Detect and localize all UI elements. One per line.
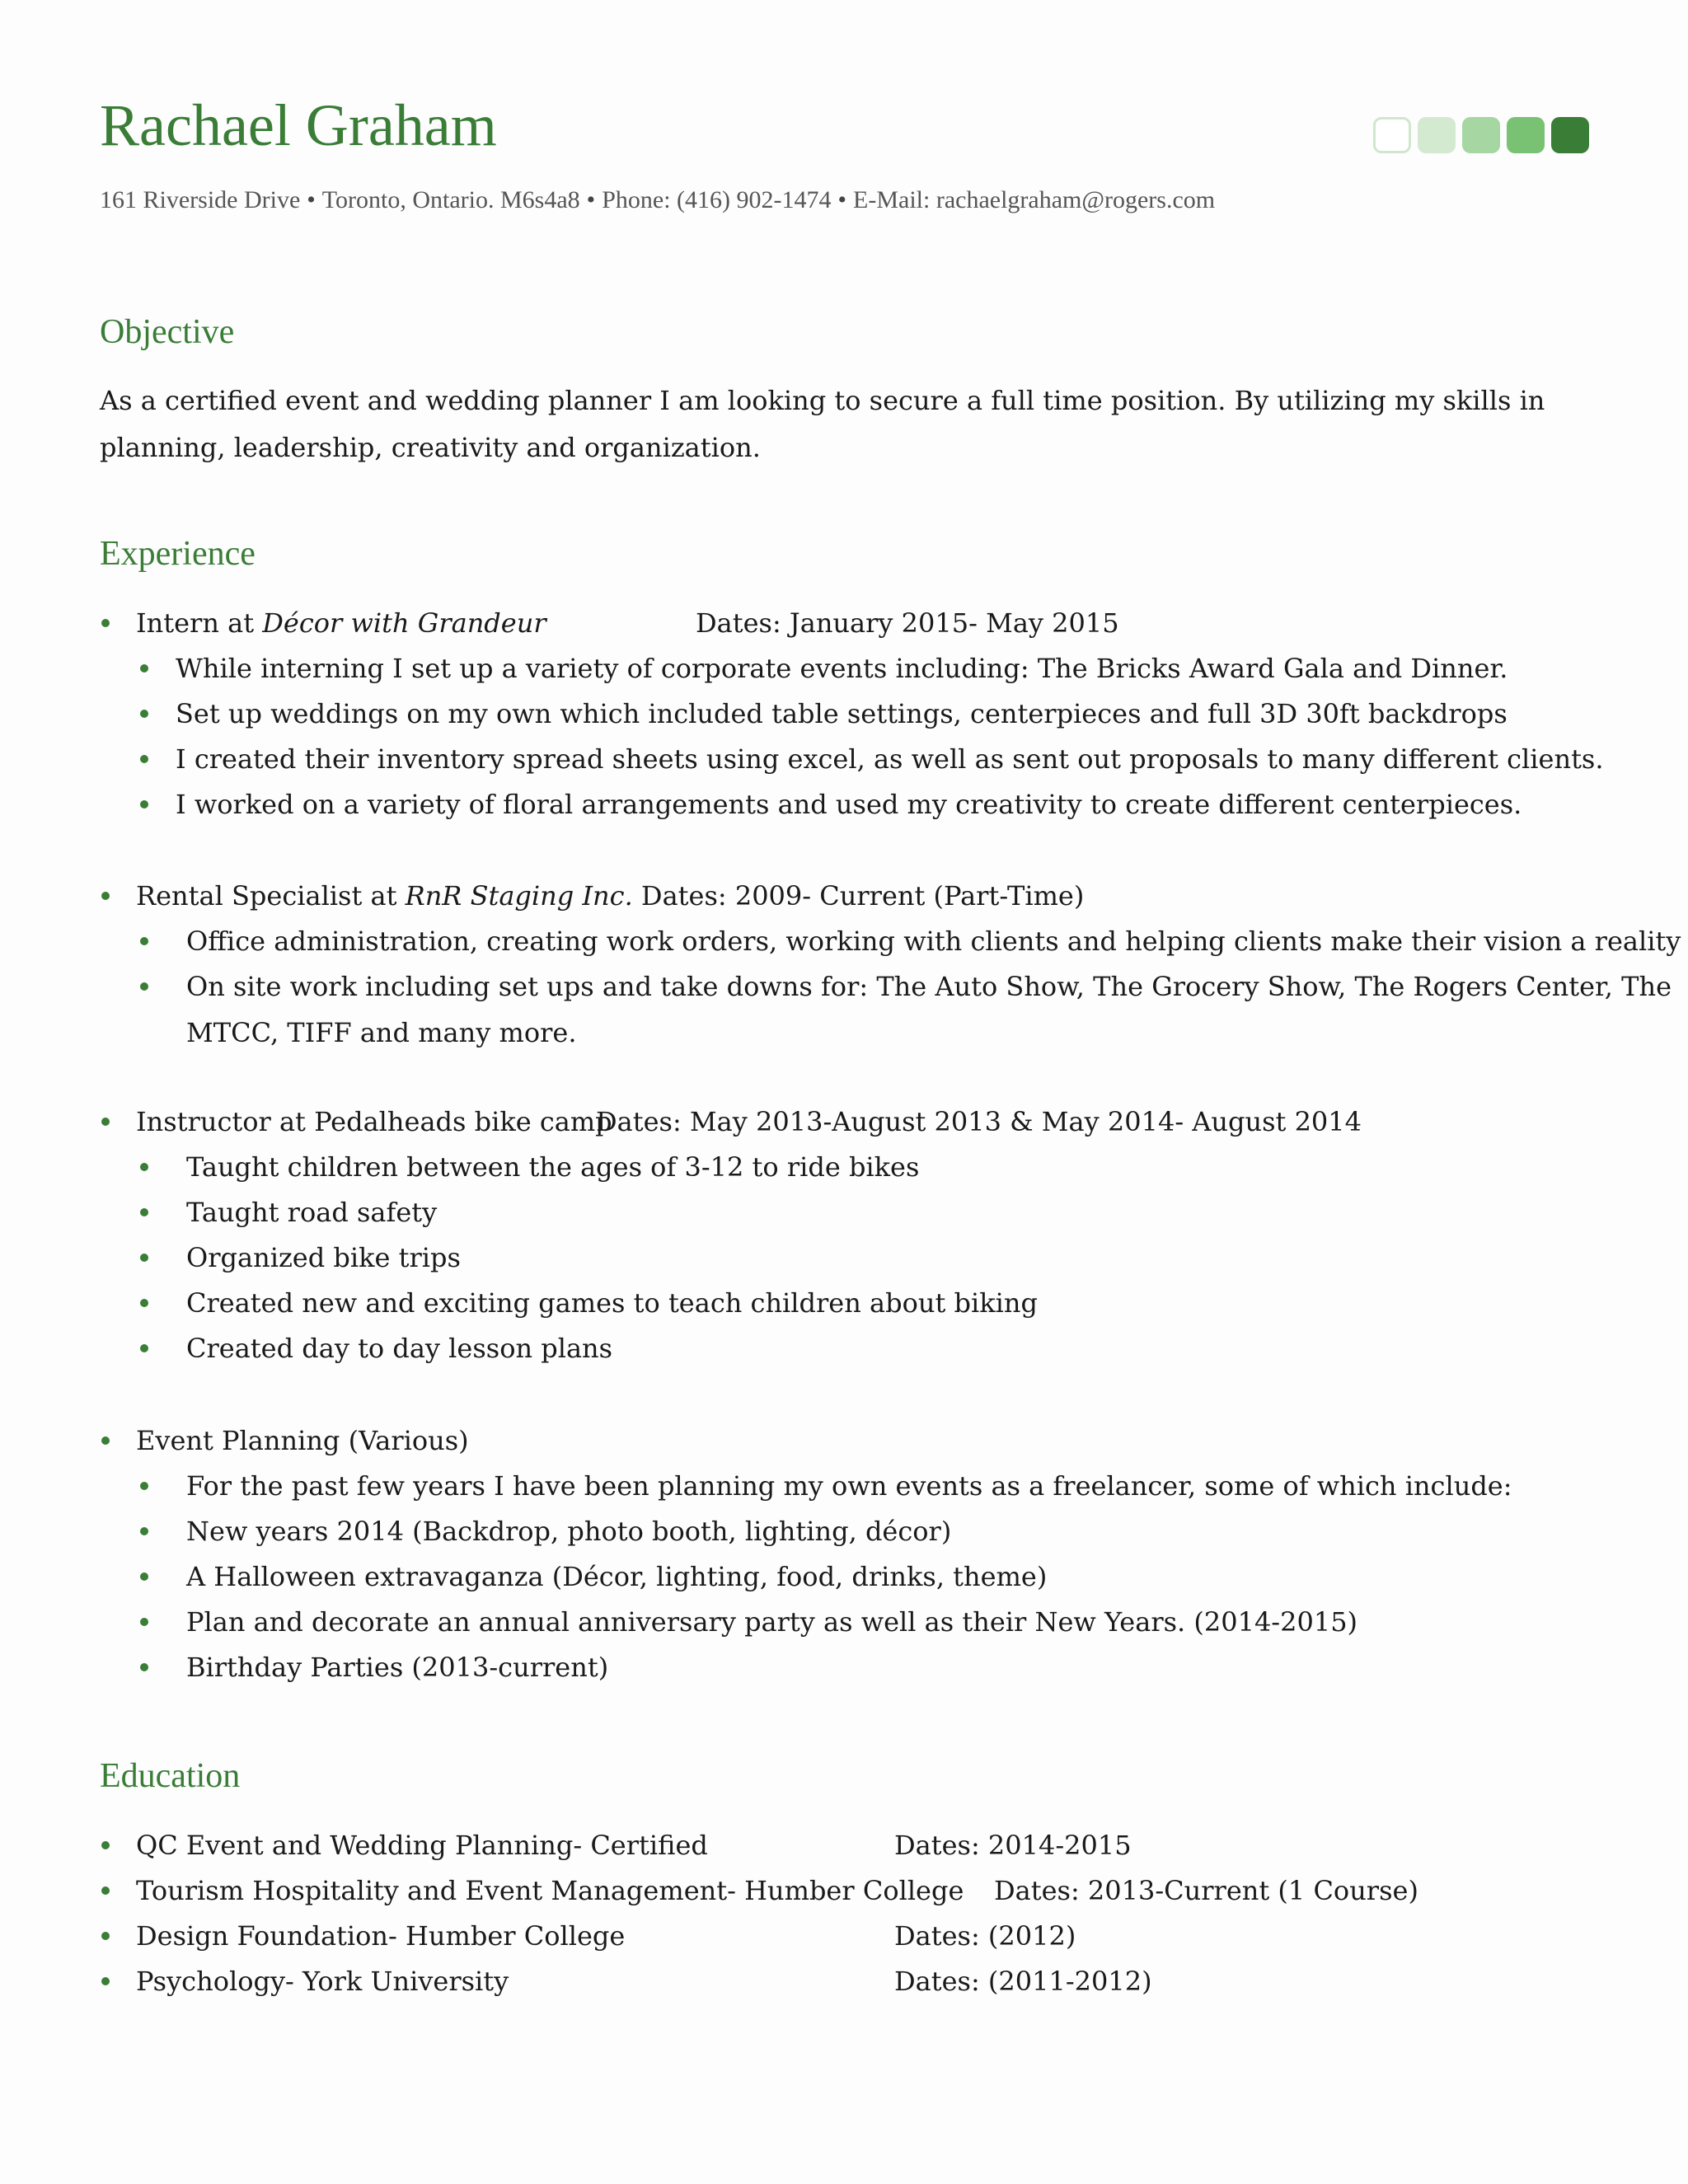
swatch-lightest: [1373, 117, 1411, 153]
objective-text: As a certified event and wedding planner I am looking to secure a full time position. By utilizing my skills in planning, leadership, creativity and organization.: [100, 385, 1545, 463]
job-bullet: [101, 1436, 110, 1445]
job-dates: Dates: May 2013-August 2013 & May 2014- August 2014: [596, 1106, 1362, 1137]
sub-bullet: [140, 800, 148, 808]
sub-bullet: [140, 1254, 148, 1262]
candidate-name: Rachael Graham: [100, 92, 497, 158]
job-company: RnR Staging Inc.: [405, 880, 633, 912]
job-detail: Taught road safety: [186, 1197, 438, 1228]
education-bullet: [101, 1841, 110, 1849]
job-bullet: [101, 1118, 110, 1126]
sub-bullet: [140, 1299, 148, 1307]
swatch-medium: [1462, 117, 1500, 153]
education-dates: Dates: 2013-Current (1 Course): [994, 1875, 1418, 1906]
swatch-light: [1418, 117, 1456, 153]
education-heading: Education: [100, 1757, 241, 1795]
job-bullet: [101, 892, 110, 900]
education-dates: Dates: (2012): [894, 1920, 1076, 1952]
sub-bullet: [140, 1663, 148, 1671]
sub-bullet: [140, 1618, 148, 1626]
job-role: [136, 879, 1084, 912]
job-detail: I created their inventory spread sheets using excel, as well as sent out proposals to many different clients.: [176, 743, 1604, 775]
contact-line: [100, 186, 1215, 214]
job-role: [136, 607, 546, 640]
contact-address: 161 Riverside Drive: [100, 186, 301, 213]
sub-bullet: [140, 755, 148, 763]
job-detail: Organized bike trips: [186, 1242, 461, 1273]
sub-bullet: [140, 1163, 148, 1171]
education-name: QC Event and Wedding Planning- Certified: [136, 1830, 708, 1861]
job-detail: On site work including set ups and take downs for: The Auto Show, The Grocery Show, The Rogers Center, The: [186, 971, 1672, 1002]
objective-heading: Objective: [100, 313, 235, 351]
job-detail: Created new and exciting games to teach children about biking: [186, 1287, 1038, 1319]
education-bullet: [101, 1977, 110, 1985]
job-role-text: Intern at: [136, 607, 255, 639]
separator-dot: •: [586, 186, 596, 213]
sub-bullet: [140, 982, 148, 991]
sub-bullet: [140, 1572, 148, 1581]
sub-bullet: [140, 1527, 148, 1535]
sub-bullet: [140, 937, 148, 945]
education-dates: Dates: (2011-2012): [894, 1966, 1152, 1997]
job-detail: Created day to day lesson plans: [186, 1333, 613, 1364]
education-bullet: [101, 1932, 110, 1940]
job-detail: Plan and decorate an annual anniversary party as well as their New Years. (2014-2015): [186, 1606, 1358, 1638]
separator-dot: •: [307, 186, 316, 213]
job-detail: Office administration, creating work orders, working with clients and helping clients make their vision a reality: [186, 926, 1681, 957]
job-company: Décor with Grandeur: [262, 607, 546, 639]
sub-bullet: [140, 1344, 148, 1352]
job-dates: Dates: January 2015- May 2015: [696, 607, 1119, 639]
job-role: Event Planning (Various): [136, 1425, 469, 1456]
contact-email[interactable]: E-Mail: rachaelgraham@rogers.com: [853, 186, 1216, 213]
job-detail-continued: MTCC, TIFF and many more.: [186, 1017, 577, 1048]
contact-city: Toronto, Ontario. M6s4a8: [321, 186, 580, 213]
education-bullet: [101, 1886, 110, 1895]
education-dates: Dates: 2014-2015: [894, 1830, 1132, 1861]
sub-bullet: [140, 1208, 148, 1216]
job-detail: For the past few years I have been planning my own events as a freelancer, some of which include:: [186, 1470, 1512, 1502]
sub-bullet: [140, 664, 148, 673]
job-role-text: Rental Specialist at: [136, 880, 397, 912]
sub-bullet: [140, 710, 148, 718]
job-dates: Dates: 2009- Current (Part-Time): [640, 880, 1085, 912]
education-name: Design Foundation- Humber College: [136, 1920, 626, 1952]
job-detail: A Halloween extravaganza (Décor, lighting, food, drinks, theme): [186, 1561, 1048, 1592]
job-detail: Birthday Parties (2013-current): [186, 1652, 609, 1683]
separator-dot: •: [837, 186, 847, 213]
job-detail: Taught children between the ages of 3-12 to ride bikes: [186, 1151, 920, 1183]
contact-phone: Phone: (416) 902-1474: [602, 186, 832, 213]
sub-bullet: [140, 1482, 148, 1490]
education-name: Tourism Hospitality and Event Management- Humber College: [136, 1875, 964, 1906]
job-detail: Set up weddings on my own which included table settings, centerpieces and full 3D 30ft backdrops: [176, 698, 1507, 729]
job-detail: New years 2014 (Backdrop, photo booth, lighting, décor): [186, 1516, 952, 1547]
swatch-dark: [1551, 117, 1589, 153]
job-bullet: [101, 619, 110, 627]
experience-heading: Experience: [100, 535, 256, 573]
education-name: Psychology- York University: [136, 1966, 509, 1997]
color-swatch-decoration: [1373, 117, 1589, 153]
job-role: Instructor at Pedalheads bike camp: [136, 1106, 612, 1137]
swatch-medium-dark: [1507, 117, 1545, 153]
job-detail: I worked on a variety of floral arrangements and used my creativity to create different centerpieces.: [176, 789, 1522, 820]
job-detail: While interning I set up a variety of corporate events including: The Bricks Award Gala and Dinner.: [176, 653, 1508, 684]
